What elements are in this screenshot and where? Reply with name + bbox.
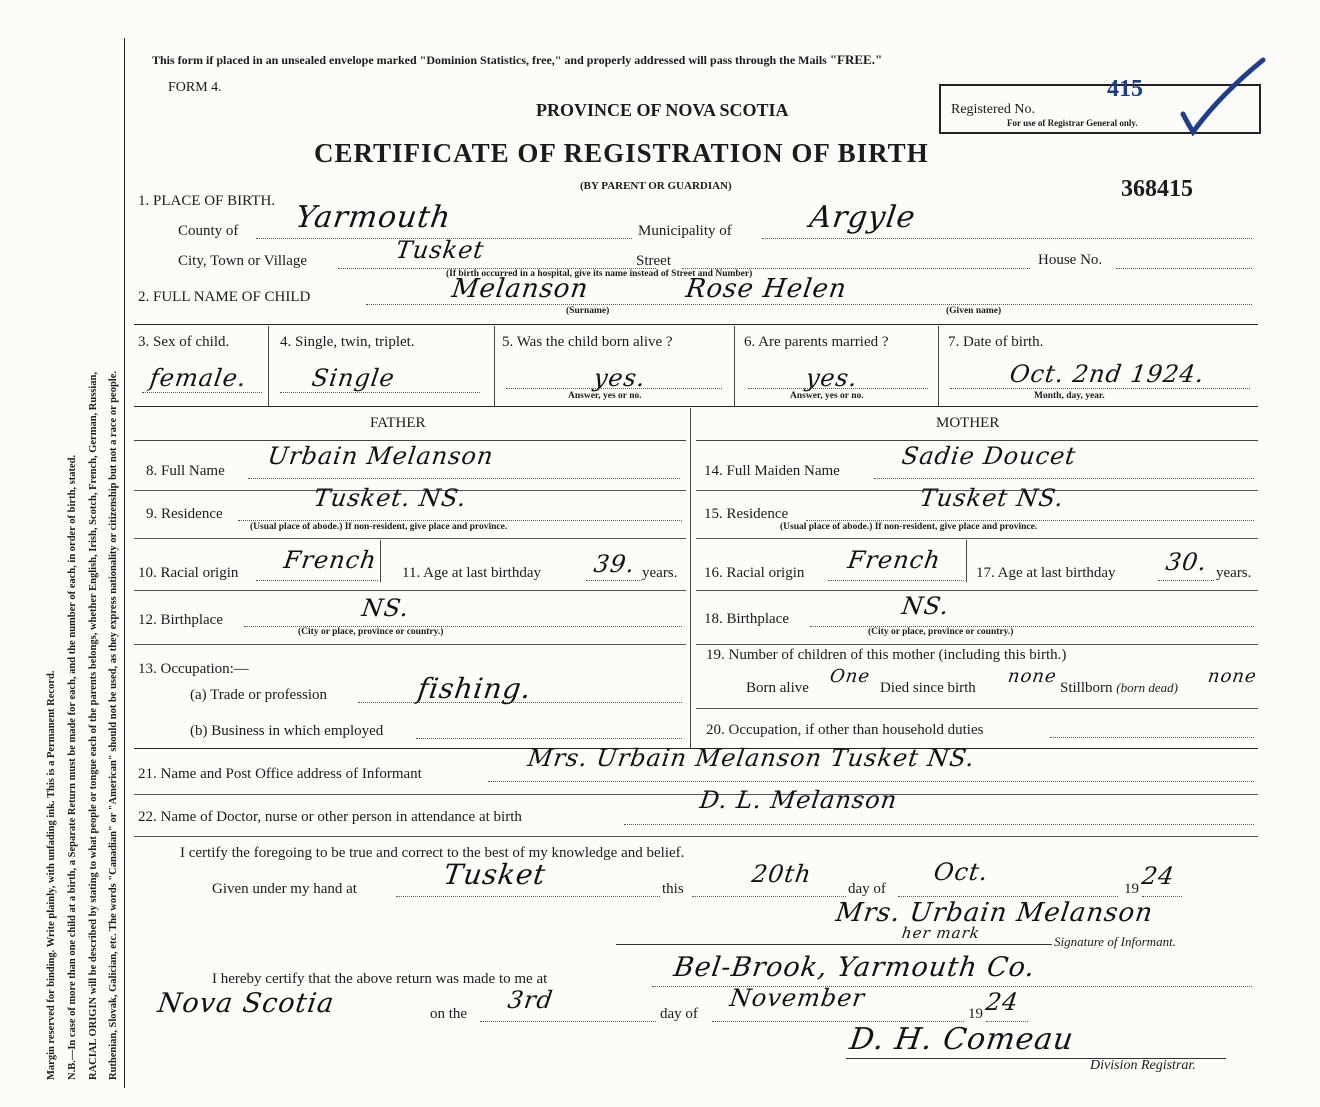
form-number: FORM 4.: [168, 80, 222, 95]
mother-age-label: 17. Age at last birthday: [976, 565, 1116, 581]
father-name-value: Urbain Melanson: [266, 442, 496, 470]
plurality-label: 4. Single, twin, triplet.: [280, 334, 415, 350]
business-label: (b) Business in which employed: [190, 723, 384, 739]
given-name-caption: (Given name): [946, 306, 1002, 316]
margin-note-racial-origin: RACIAL ORIGIN will be described by stating to what people or tongue each of the parents belongs, whether English, Irish, Scotch, French, German, Russian,: [88, 371, 99, 1080]
given-under-hand-label: Given under my hand at: [212, 881, 357, 897]
informant-signature: Mrs. Urbain Melanson: [833, 898, 1156, 928]
father-birthplace-caption: (City or place, province or country.): [298, 627, 444, 637]
born-alive-value: yes.: [592, 364, 648, 392]
serial-number: 368415: [1121, 176, 1193, 202]
informant-signature-caption: Signature of Informant.: [1054, 934, 1176, 949]
sex-value: female.: [148, 364, 249, 392]
city-value: Tusket: [394, 236, 487, 264]
died-since-birth-label: Died since birth: [880, 680, 976, 696]
mother-racial-value: French: [846, 546, 943, 574]
informant-label: 21. Name and Post Office address of Informant: [138, 766, 422, 782]
father-residence-value: Tusket. NS.: [312, 484, 469, 512]
certification-day-of-label: day of: [848, 881, 886, 897]
check-mark-icon: [1179, 56, 1269, 136]
city-label: City, Town or Village: [178, 253, 308, 269]
child-given-name: Rose Helen: [683, 274, 849, 304]
date-of-birth-label: 7. Date of birth.: [948, 334, 1044, 350]
mother-residence-label: 15. Residence: [704, 506, 789, 522]
born-alive-label: 5. Was the child born alive ?: [502, 334, 673, 350]
certification-year-value: 24: [1140, 862, 1177, 890]
province-heading: PROVINCE OF NOVA SCOTIA: [536, 100, 789, 120]
mother-birthplace-label: 18. Birthplace: [704, 611, 789, 627]
father-birthplace-value: NS.: [360, 594, 412, 622]
postal-notice: This form if placed in an unsealed envelope marked "Dominion Statistics, free," and properly addressed will pass through the Mails "FREE.": [152, 52, 883, 67]
trade-value: fishing.: [415, 672, 534, 705]
binding-margin-line: [124, 38, 125, 1088]
registrar-note: For use of Registrar General only.: [1007, 118, 1138, 128]
mother-racial-label: 16. Racial origin: [704, 565, 805, 581]
parents-married-label: 6. Are parents married ?: [744, 334, 889, 350]
certification-day-value: 20th: [750, 860, 814, 888]
father-age-value: 39.: [592, 550, 638, 578]
stillborn-value: none: [1206, 666, 1259, 687]
father-residence-caption: (Usual place of abode.) If non-resident, give place and province.: [250, 522, 508, 532]
municipality-label: Municipality of: [638, 223, 732, 239]
mother-name-label: 14. Full Maiden Name: [704, 463, 840, 479]
registered-value: 415: [1107, 76, 1143, 102]
date-of-birth-caption: Month, day, year.: [1034, 391, 1105, 401]
born-alive-count-value: One: [828, 666, 872, 687]
certificate-title: CERTIFICATE OF REGISTRATION OF BIRTH: [314, 138, 929, 168]
parents-married-value: yes.: [804, 364, 860, 392]
informant-value: Mrs. Urbain Melanson Tusket NS.: [526, 744, 977, 772]
children-count-label: 19. Number of children of this mother (including this birth.): [706, 647, 1067, 663]
municipality-value: Argyle: [807, 200, 918, 235]
father-racial-value: French: [282, 546, 379, 574]
father-occupation-label: 13. Occupation:—: [138, 661, 249, 677]
registrar-on-the-label: on the: [430, 1006, 468, 1022]
child-surname: Melanson: [449, 274, 591, 304]
informant-signature-note: her mark: [900, 924, 982, 942]
registrar-place-value-2: Nova Scotia: [155, 988, 337, 1019]
died-since-birth-value: none: [1006, 666, 1059, 687]
certification-statement: I certify the foregoing to be true and correct to the best of my knowledge and belief.: [180, 845, 685, 861]
registrar-statement: I hereby certify that the above return was made to me at: [212, 971, 548, 987]
born-alive-count-label: Born alive: [746, 680, 809, 696]
father-racial-label: 10. Racial origin: [138, 565, 239, 581]
father-heading: FATHER: [370, 415, 426, 431]
registrar-year-value: 24: [984, 988, 1021, 1016]
date-of-birth-value: Oct. 2nd 1924.: [1008, 360, 1207, 388]
father-birthplace-label: 12. Birthplace: [138, 612, 223, 628]
margin-note-racial-origin-cont: Ruthenian, Slovak, Galician, etc. The words "Canadian" or "American" should not be used, as they express nationality or citizenship but not a race or people.: [108, 371, 119, 1080]
stillborn-label: Stillborn (born dead): [1060, 680, 1179, 696]
county-label: County of: [178, 223, 239, 239]
this-label: this: [662, 881, 684, 897]
registrar-place-value: Bel-Brook, Yarmouth Co.: [671, 952, 1038, 983]
registrar-day-value: 3rd: [506, 986, 556, 1014]
trade-label: (a) Trade or profession: [190, 687, 328, 703]
sex-label: 3. Sex of child.: [138, 334, 230, 350]
division-registrar-caption: Division Registrar.: [1090, 1058, 1196, 1073]
mother-heading: MOTHER: [936, 415, 1000, 431]
mother-birthplace-value: NS.: [900, 592, 952, 620]
parents-married-caption: Answer, yes or no.: [790, 391, 864, 401]
certification-year-prefix: 19: [1124, 881, 1139, 897]
county-value: Yarmouth: [293, 200, 454, 235]
registrar-day-of-label: day of: [660, 1006, 698, 1022]
registered-box: [939, 76, 1261, 134]
mother-residence-caption: (Usual place of abode.) If non-resident, give place and province.: [780, 522, 1038, 532]
registrar-year-prefix: 19: [968, 1006, 983, 1022]
father-age-label: 11. Age at last birthday: [402, 565, 541, 581]
child-name-label: 2. FULL NAME OF CHILD: [138, 289, 311, 305]
mother-age-unit: years.: [1216, 565, 1252, 581]
surname-caption: (Surname): [566, 306, 610, 316]
doctor-value: D. L. Melanson: [698, 786, 900, 814]
margin-note-binding: Margin reserved for binding. Write plainly, with unfading ink. This is a Permanent Record.: [46, 670, 57, 1080]
father-age-unit: years.: [642, 565, 678, 581]
doctor-label: 22. Name of Doctor, nurse or other person in attendance at birth: [138, 809, 522, 825]
plurality-value: Single: [310, 364, 397, 392]
hospital-note: (If birth occurred in a hospital, give its name instead of Street and Number): [446, 269, 753, 279]
mother-name-value: Sadie Doucet: [900, 442, 1079, 470]
margin-note-multiple-births: N.B.—In case of more than one child at a birth, a Separate Return must be made for each, and the number of each, in order of birth, stated.: [67, 454, 78, 1080]
father-residence-label: 9. Residence: [146, 506, 223, 522]
mother-occupation-label: 20. Occupation, if other than household duties: [706, 722, 984, 738]
registrar-signature: D. H. Comeau: [847, 1022, 1077, 1057]
place-of-birth-label: 1. PLACE OF BIRTH.: [138, 193, 276, 209]
mother-residence-value: Tusket NS.: [918, 484, 1066, 512]
certification-month-value: Oct.: [932, 858, 991, 886]
street-label: Street: [636, 253, 671, 269]
given-place-value: Tusket: [441, 858, 549, 891]
father-name-label: 8. Full Name: [146, 463, 225, 479]
house-no-label: House No.: [1038, 252, 1103, 268]
registered-label: Registered No.: [951, 102, 1035, 117]
registrar-month-value: November: [728, 984, 867, 1012]
born-alive-caption: Answer, yes or no.: [568, 391, 642, 401]
mother-age-value: 30.: [1164, 548, 1210, 576]
mother-birthplace-caption: (City or place, province or country.): [868, 627, 1014, 637]
certificate-subtitle: (BY PARENT OR GUARDIAN): [580, 180, 732, 192]
